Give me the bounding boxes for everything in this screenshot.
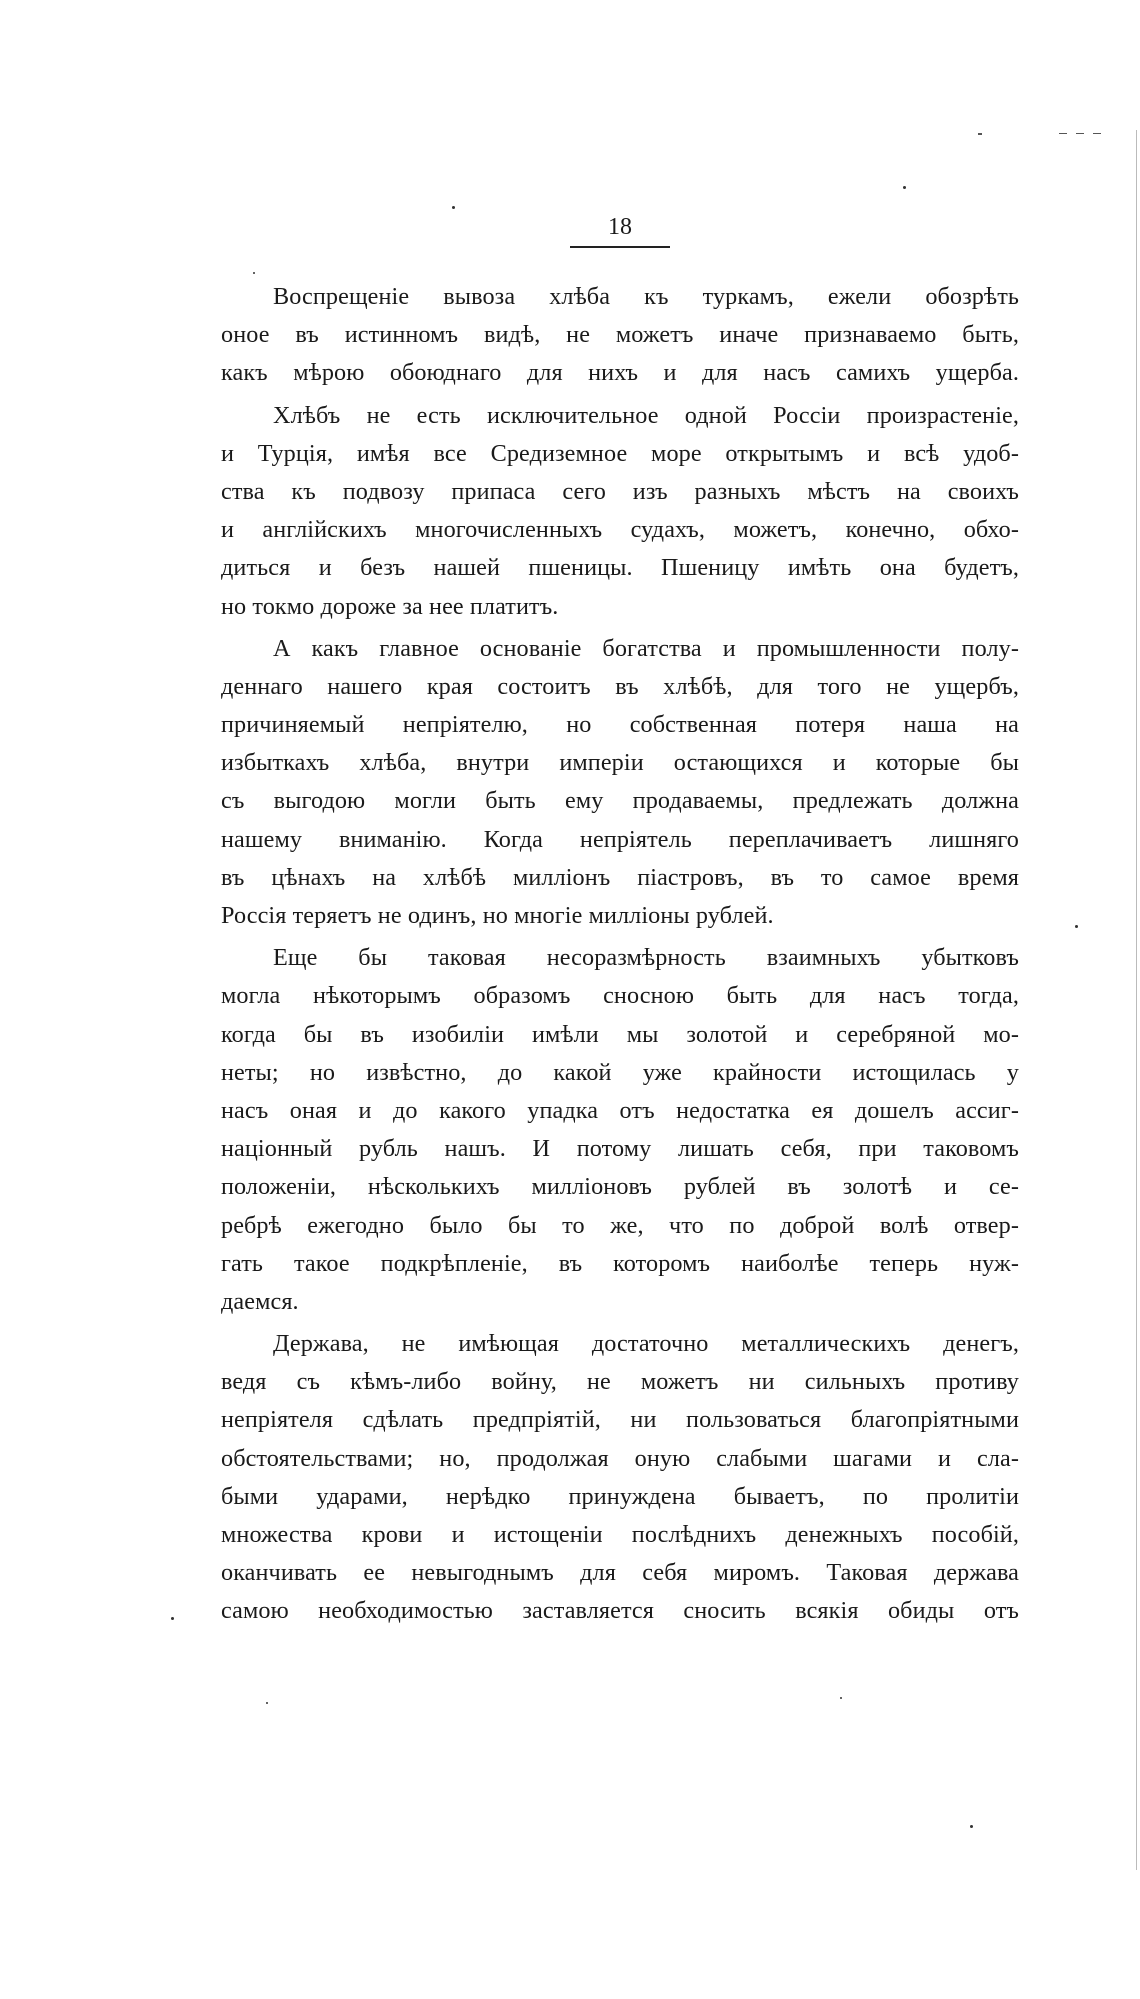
text-line: обстоятельствами; но, продолжая оную слабыми шагами и сла- [221,1444,1019,1472]
paragraph [221,1325,1019,1631]
text-line: гать такое подкрѣпленіе, въ которомъ наиболѣе теперь нуж- [221,1249,1019,1277]
text-line: Еще бы таковая несоразмѣрность взаимныхъ убытковъ [273,944,1019,972]
text-line: и англійскихъ многочисленныхъ судахъ, можетъ, конечно, обхо- [221,516,1019,544]
text-line: неты; но извѣстно, до какой уже крайности истощилась у [221,1058,1019,1086]
text-line: Держава, не имѣющая достаточно металлическихъ денегъ, [273,1330,1019,1358]
text-line: какъ мѣрою обоюднаго для нихъ и для насъ самихъ ущерба. [221,359,1019,387]
scan-speck [171,1617,174,1620]
scan-edge-mark [1093,133,1101,134]
text-line: Хлѣбъ не есть исключительное одной Россіи произрастеніе, [273,401,1019,429]
text-line: быми ударами, нерѣдко принуждена бываетъ, по пролитіи [221,1482,1019,1510]
text-line: деннаго нашего края состоитъ въ хлѣбѣ, для того не ущербъ, [221,672,1019,700]
paragraph [221,939,1019,1321]
scan-speck [970,1825,973,1828]
text-line: насъ оная и до какого упадка отъ недостатка ея дошелъ ассиг- [221,1096,1019,1124]
text-line: оное въ истинномъ видѣ, не можетъ иначе признаваемо быть, [221,321,1019,349]
paragraph [221,397,1019,626]
scan-speck [903,186,906,189]
scan-speck [266,1702,268,1704]
scan-speck [840,1697,842,1699]
text-line: но токмо дороже за нее платитъ. [221,592,559,620]
body-text [221,278,1019,1631]
scan-speck [1075,925,1078,928]
text-line: съ выгодою могли быть ему продаваемы, предлежать должна [221,787,1019,815]
text-line: ребрѣ ежегодно было бы то же, что по доброй волѣ отвер- [221,1211,1019,1239]
scan-edge-mark [1076,133,1084,134]
text-line: ведя съ кѣмъ-либо войну, не можетъ ни сильныхъ противу [221,1368,1019,1396]
page-number-rule [570,246,670,248]
text-line: въ цѣнахъ на хлѣбѣ милліонъ піастровъ, въ то самое время [221,863,1019,891]
text-line: оканчивать ее невыгоднымъ для себя миромъ. Таковая держава [221,1559,1019,1587]
text-line: А какъ главное основаніе богатства и промышленности полу- [273,634,1019,662]
text-line: нашему вниманію. Когда непріятель переплачиваетъ лишняго [221,825,1019,853]
paragraph [221,278,1019,393]
text-line: даемся. [221,1287,299,1315]
text-line: и Турція, имѣя все Средиземное море открытымъ и всѣ удоб- [221,439,1019,467]
text-line: когда бы въ изобиліи имѣли мы золотой и серебряной мо- [221,1020,1019,1048]
text-line: диться и безъ нашей пшеницы. Пшеницу имѣть она будетъ, [221,554,1019,582]
scan-speck [253,272,255,274]
text-line: причиняемый непріятелю, но собственная потеря наша на [221,711,1019,739]
text-line: Воспрещеніе вывоза хлѣба къ туркамъ, ежели обозрѣть [273,283,1019,310]
text-line: самою необходимостью заставляется сносить всякія обиды отъ [221,1597,1019,1625]
text-line: множества крови и истощеніи послѣднихъ денежныхъ пособій, [221,1521,1019,1548]
scan-edge-mark [1136,130,1137,1870]
paragraph [221,630,1019,936]
text-line: непріятеля сдѣлать предпріятій, ни пользоваться благопріятными [221,1406,1019,1434]
scan-speck [452,206,455,209]
text-line: могла нѣкоторымъ образомъ сносною быть для насъ тогда, [221,982,1019,1010]
scan-edge-mark [1059,133,1067,134]
text-line: ства къ подвозу припаса сего изъ разныхъ мѣстъ на своихъ [221,477,1019,505]
text-line: Россія теряетъ не одинъ, но многіе милліоны рублей. [221,902,774,929]
scan-edge-mark [978,133,982,135]
text-line: націонный рубль нашъ. И потому лишать себя, при таковомъ [221,1135,1019,1163]
text-line: положеніи, нѣсколькихъ милліоновъ рублей въ золотѣ и се- [221,1173,1019,1201]
page-number: 18 [608,214,632,240]
text-line: избыткахъ хлѣба, внутри имперіи остающихся и которые бы [221,749,1019,777]
